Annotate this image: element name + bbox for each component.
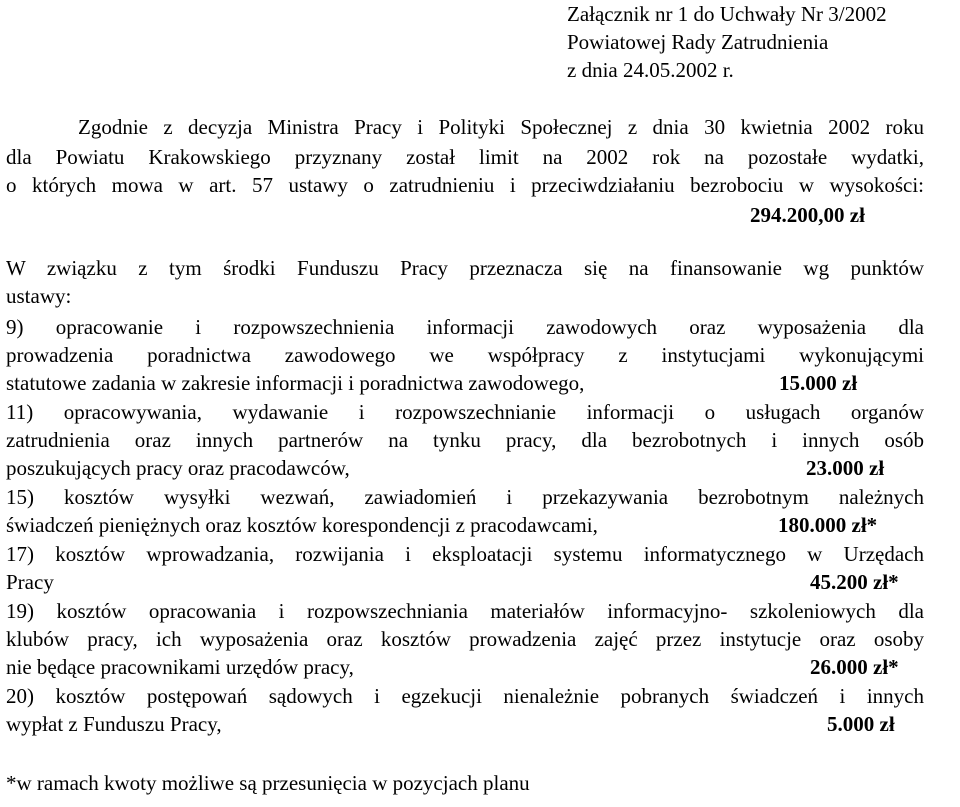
- item-17-amount: 45.200 zł*: [810, 570, 899, 594]
- item-9-line-2: prowadzenia poradnictwa zawodowego we współpracy z instytucjami wykonującymi: [6, 343, 924, 367]
- item-20-amount: 5.000 zł: [827, 712, 895, 736]
- item-20-line-1: 20) kosztów postępowań sądowych i egzekucji nienależnie pobranych świadczeń i innych: [6, 684, 924, 708]
- item-19-amount: 26.000 zł*: [810, 655, 899, 679]
- header-line-1: Załącznik nr 1 do Uchwały Nr 3/2002: [567, 2, 887, 26]
- item-9-amount: 15.000 zł: [779, 371, 858, 395]
- item-19-line-3: nie będące pracownikami urzędów pracy,: [6, 655, 354, 679]
- intro-total-amount: 294.200,00 zł: [750, 203, 865, 227]
- intro-line-3: o których mowa w art. 57 ustawy o zatrudnieniu i przeciwdziałaniu bezrobociu w wysokości:: [6, 173, 924, 197]
- item-19-line-2: klubów pracy, ich wyposażenia oraz kosztów prowadzenia zajęć przez instytucje oraz osoby: [6, 627, 924, 651]
- allocation-line-2: ustawy:: [6, 284, 72, 308]
- item-11-line-3: poszukujących pracy oraz pracodawców,: [6, 456, 350, 480]
- item-20-line-2: wypłat z Funduszu Pracy,: [6, 712, 222, 736]
- item-19-line-1: 19) kosztów opracowania i rozpowszechniania materiałów informacyjno- szkoleniowych dla: [6, 599, 924, 623]
- header-line-3: z dnia 24.05.2002 r.: [567, 58, 734, 82]
- item-9-line-1: 9) opracowanie i rozpowszechnienia informacji zawodowych oraz wyposażenia dla: [6, 315, 924, 339]
- item-15-amount: 180.000 zł*: [778, 513, 878, 537]
- intro-line-1: Zgodnie z decyzja Ministra Pracy i Polityki Społecznej z dnia 30 kwietnia 2002 roku: [78, 115, 924, 139]
- item-17-line-1: 17) kosztów wprowadzania, rozwijania i eksploatacji systemu informatycznego w Urzędach: [6, 542, 924, 566]
- item-15-line-2: świadczeń pieniężnych oraz kosztów korespondencji z pracodawcami,: [6, 513, 598, 537]
- intro-line-2: dla Powiatu Krakowskiego przyznany został limit na 2002 rok na pozostałe wydatki,: [6, 145, 924, 169]
- item-17-line-2: Pracy: [6, 570, 54, 594]
- header-line-2: Powiatowej Rady Zatrudnienia: [567, 30, 829, 54]
- item-11-amount: 23.000 zł: [806, 456, 885, 480]
- allocation-line-1: W związku z tym środki Funduszu Pracy przeznacza się na finansowanie wg punktów: [6, 256, 924, 280]
- item-11-line-2: zatrudnienia oraz innych partnerów na tynku pracy, dla bezrobotnych i innych osób: [6, 428, 924, 452]
- item-9-line-3: statutowe zadania w zakresie informacji i poradnictwa zawodowego,: [6, 371, 585, 395]
- footnote: *w ramach kwoty możliwe są przesunięcia w pozycjach planu: [6, 771, 530, 795]
- item-15-line-1: 15) kosztów wysyłki wezwań, zawiadomień i przekazywania bezrobotnym należnych: [6, 485, 924, 509]
- item-11-line-1: 11) opracowywania, wydawanie i rozpowszechnianie informacji o usługach organów: [6, 400, 924, 424]
